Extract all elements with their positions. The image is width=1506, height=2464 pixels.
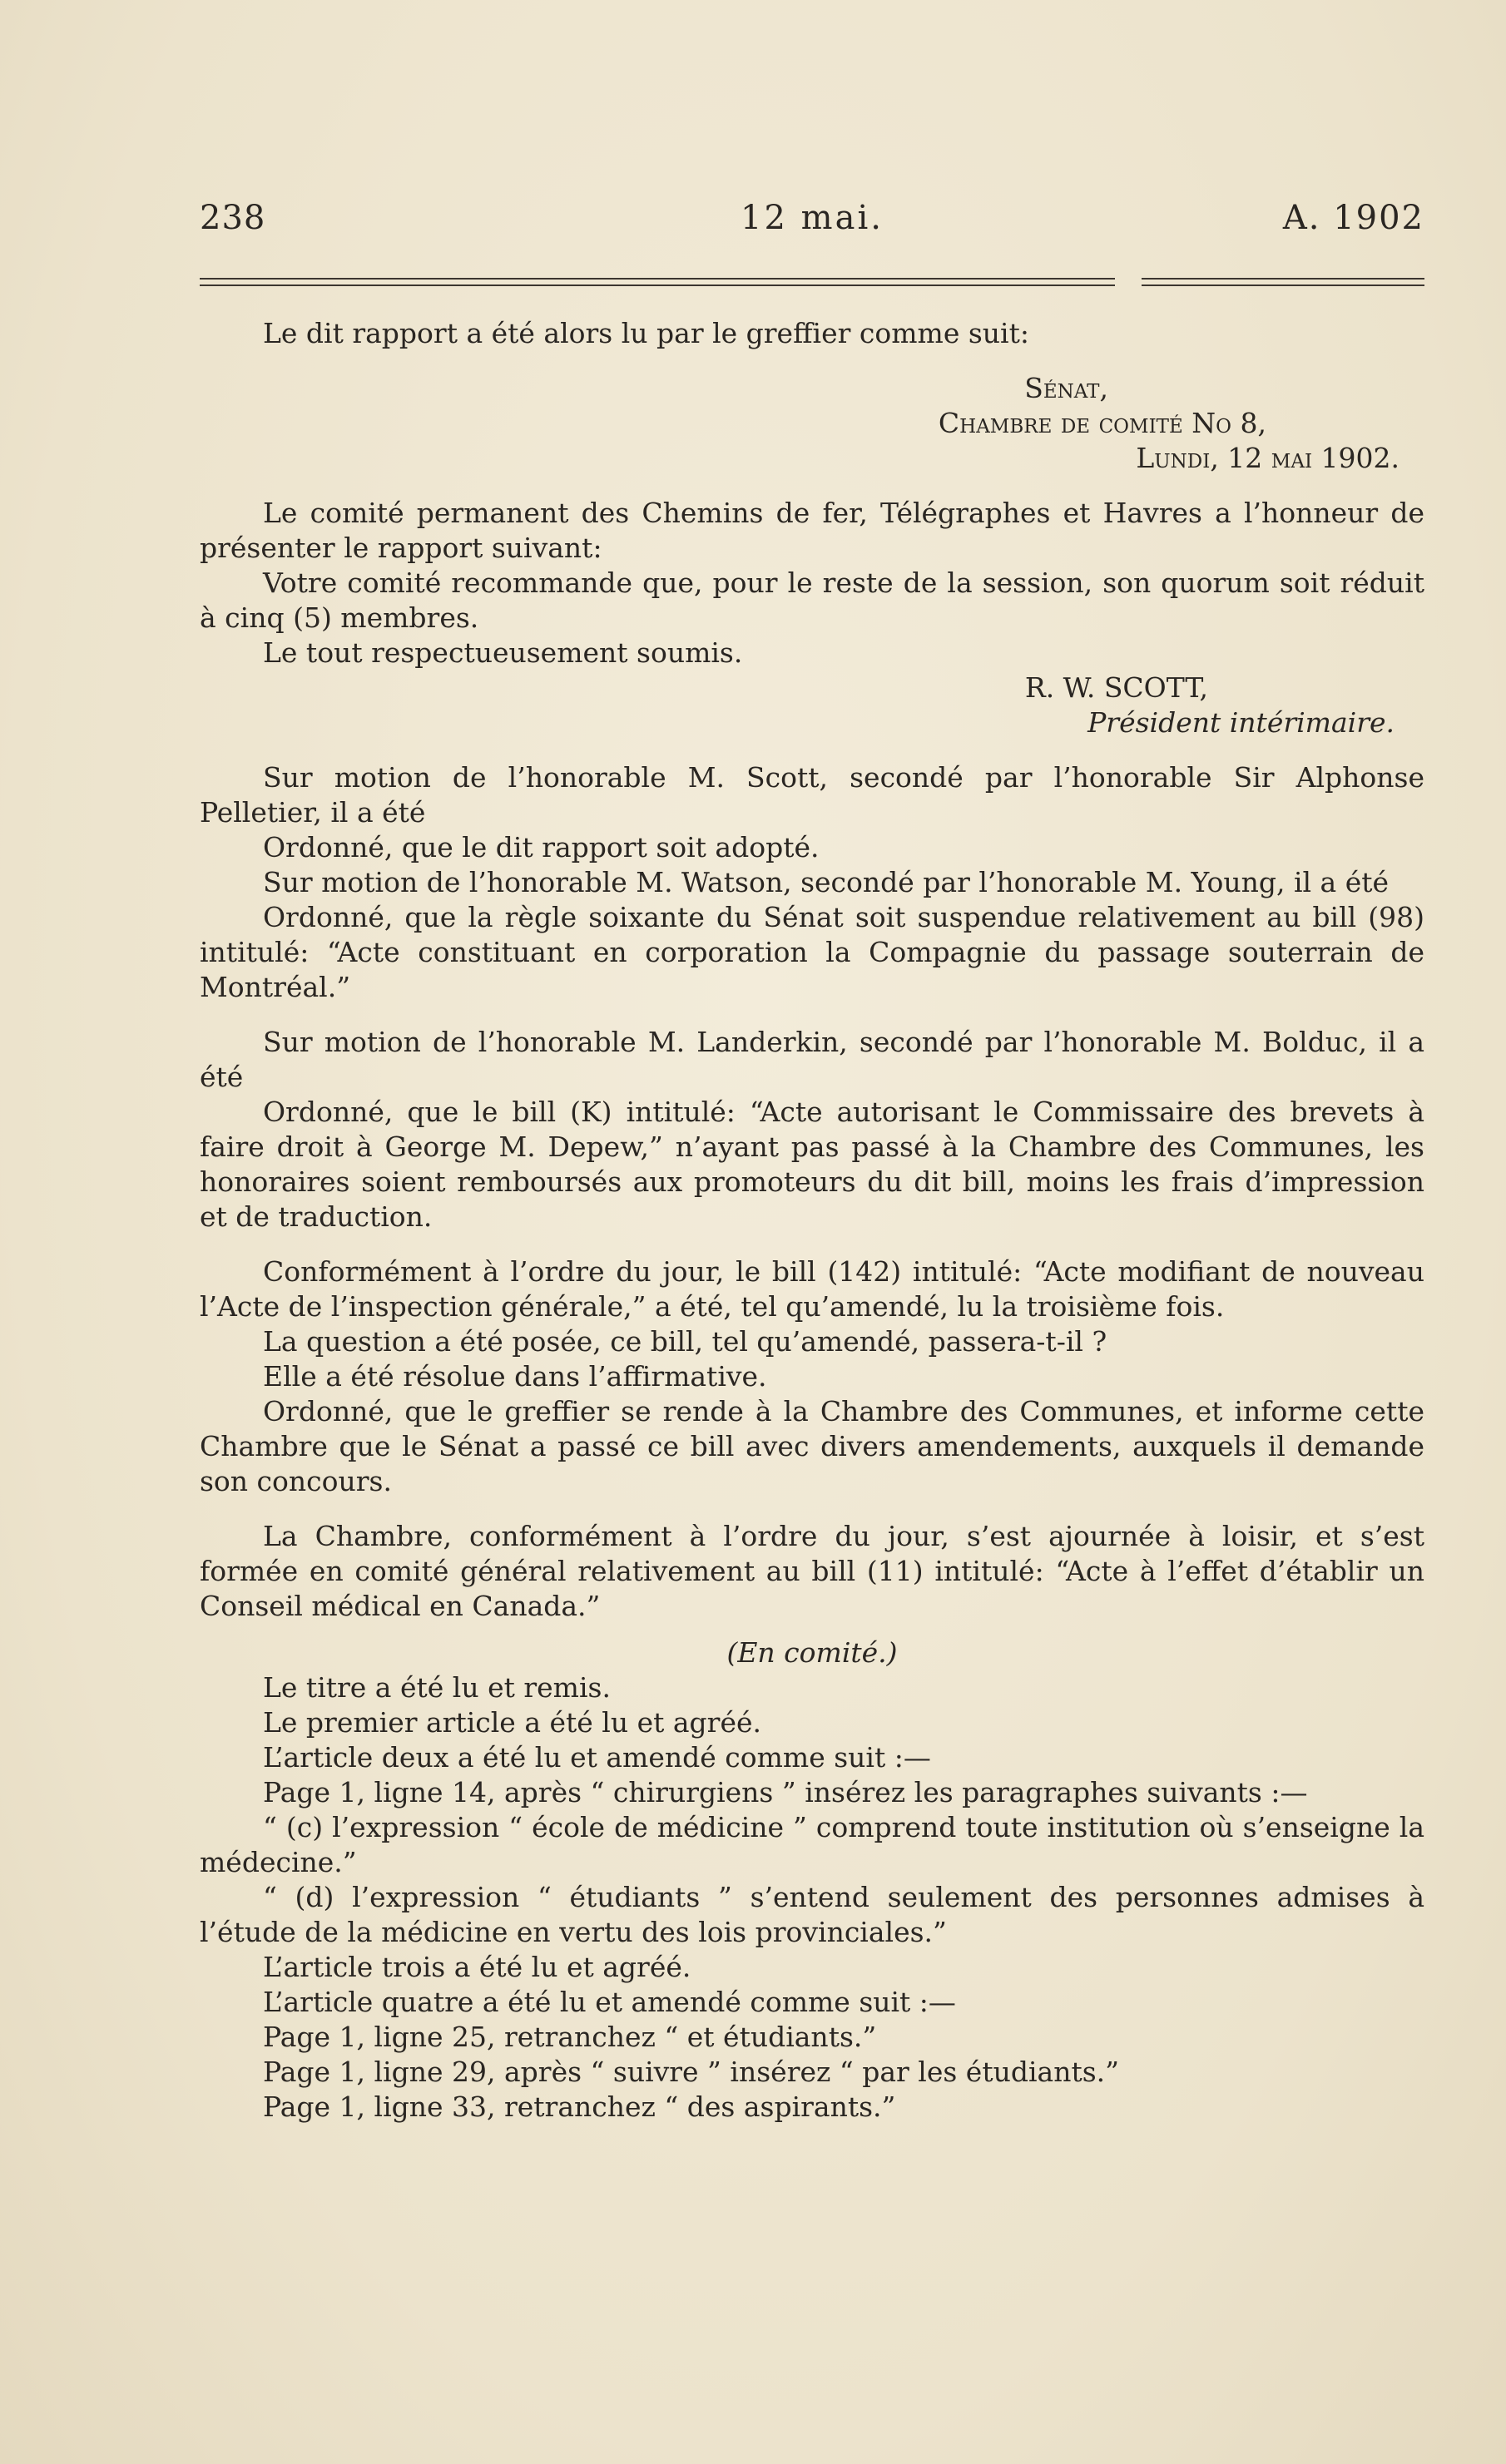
chambre-heading: Chambre de comité No 8, xyxy=(938,407,1266,439)
report-paragraph: Le comité permanent des Chemins de fer, Télégraphes et Havres a l’honneur de présenter le rapport suivant: xyxy=(200,497,1424,564)
resolution-paragraph: Elle a été résolue dans l’affirmative. xyxy=(263,1360,767,1393)
report-paragraph: Votre comité recommande que, pour le reste de la session, son quorum soit réduit à cinq (5) membres. xyxy=(200,567,1424,634)
ordonne-paragraph: Ordonné, que la règle soixante du Sénat soit suspendue relativement au bill (98) intitulé: “Acte constituant en corporation la Compagnie du passage souterrain de Montréal.” xyxy=(200,901,1424,1003)
committee-paragraph: La Chambre, conformément à l’ordre du jour, s’est ajournée à loisir, et s’est formée en comité général relativement au bill (11) intitulé: “Acte à l’effet d’établir un Conseil médical en Canada.” xyxy=(200,1520,1424,1622)
report-paragraph: Le tout respectueusement soumis. xyxy=(263,636,743,669)
committee-item: Page 1, ligne 33, retranchez “ des aspirants.” xyxy=(263,2090,896,2123)
header-date: 12 mai. xyxy=(741,199,884,237)
page-number: 238 xyxy=(200,199,266,237)
motion-paragraph: Sur motion de l’honorable M. Landerkin, secondé par l’honorable M. Bolduc, il a été xyxy=(200,1026,1424,1093)
signature-name: R. W. SCOTT, xyxy=(1024,671,1208,704)
ordonne-paragraph: Ordonné, que le greffier se rende à la Chambre des Communes, et informe cette Chambre que le Sénat a passé ce bill avec divers amendements, auxquels il demande son concours. xyxy=(200,1395,1424,1497)
question-paragraph: La question a été posée, ce bill, tel qu’amendé, passera-t-il ? xyxy=(263,1325,1107,1358)
header-year: A. 1902 xyxy=(1282,199,1424,237)
order-paragraph: Conformément à l’ordre du jour, le bill (142) intitulé: “Acte modifiant de nouveau l’Acte de l’inspection générale,” a été, tel qu’amendé, lu la troisième fois. xyxy=(200,1255,1424,1323)
committee-item: L’article trois a été lu et agréé. xyxy=(263,1951,691,1983)
intro-line: Le dit rapport a été alors lu par le greffier comme suit: xyxy=(263,317,1029,349)
date-heading: Lundi, 12 mai 1902. xyxy=(1136,442,1399,474)
page-header xyxy=(200,193,1424,243)
committee-item: “ (d) l’expression “ étudiants ” s’entend seulement des personnes admises à l’étude de la médicine en vertu des lois provinciales.” xyxy=(200,1881,1424,1948)
committee-item: L’article quatre a été lu et amendé comme suit :— xyxy=(263,1986,956,2018)
senat-heading: Sénat, xyxy=(1024,372,1108,404)
committee-item: Le titre a été lu et remis. xyxy=(263,1671,611,1704)
committee-item: “ (c) l’expression “ école de médicine ” comprend toute institution où s’enseigne la médecine.” xyxy=(200,1811,1424,1878)
motion-paragraph: Sur motion de l’honorable M. Scott, secondé par l’honorable Sir Alphonse Pelletier, il a été xyxy=(200,761,1424,829)
signature-title: Président intérimaire. xyxy=(1087,706,1395,739)
committee-item: L’article deux a été lu et amendé comme suit :— xyxy=(263,1741,931,1774)
header-rule xyxy=(200,278,1424,289)
motion-paragraph: Sur motion de l’honorable M. Watson, secondé par l’honorable M. Young, il a été xyxy=(263,866,1390,898)
ordonne-paragraph: Ordonné, que le dit rapport soit adopté. xyxy=(263,831,820,863)
committee-item: Le premier article a été lu et agréé. xyxy=(263,1706,761,1739)
committee-item: Page 1, ligne 25, retranchez “ et étudiants.” xyxy=(263,2021,877,2053)
committee-item: Page 1, ligne 14, après “ chirurgiens ” insérez les paragraphes suivants :— xyxy=(263,1776,1308,1808)
ordonne-paragraph: Ordonné, que le bill (K) intitulé: “Acte autorisant le Commissaire des brevets à faire droit à George M. Depew,” n’ayant pas passé à la Chambre des Communes, les honoraires soient remboursés aux promoteurs du dit bill, moins les frais d’impression et de traduction. xyxy=(200,1096,1424,1233)
committee-item: Page 1, ligne 29, après “ suivre ” insérez “ par les étudiants.” xyxy=(263,2056,1120,2088)
en-comite-heading: (En comité.) xyxy=(726,1636,898,1669)
document-body xyxy=(200,316,1424,2125)
